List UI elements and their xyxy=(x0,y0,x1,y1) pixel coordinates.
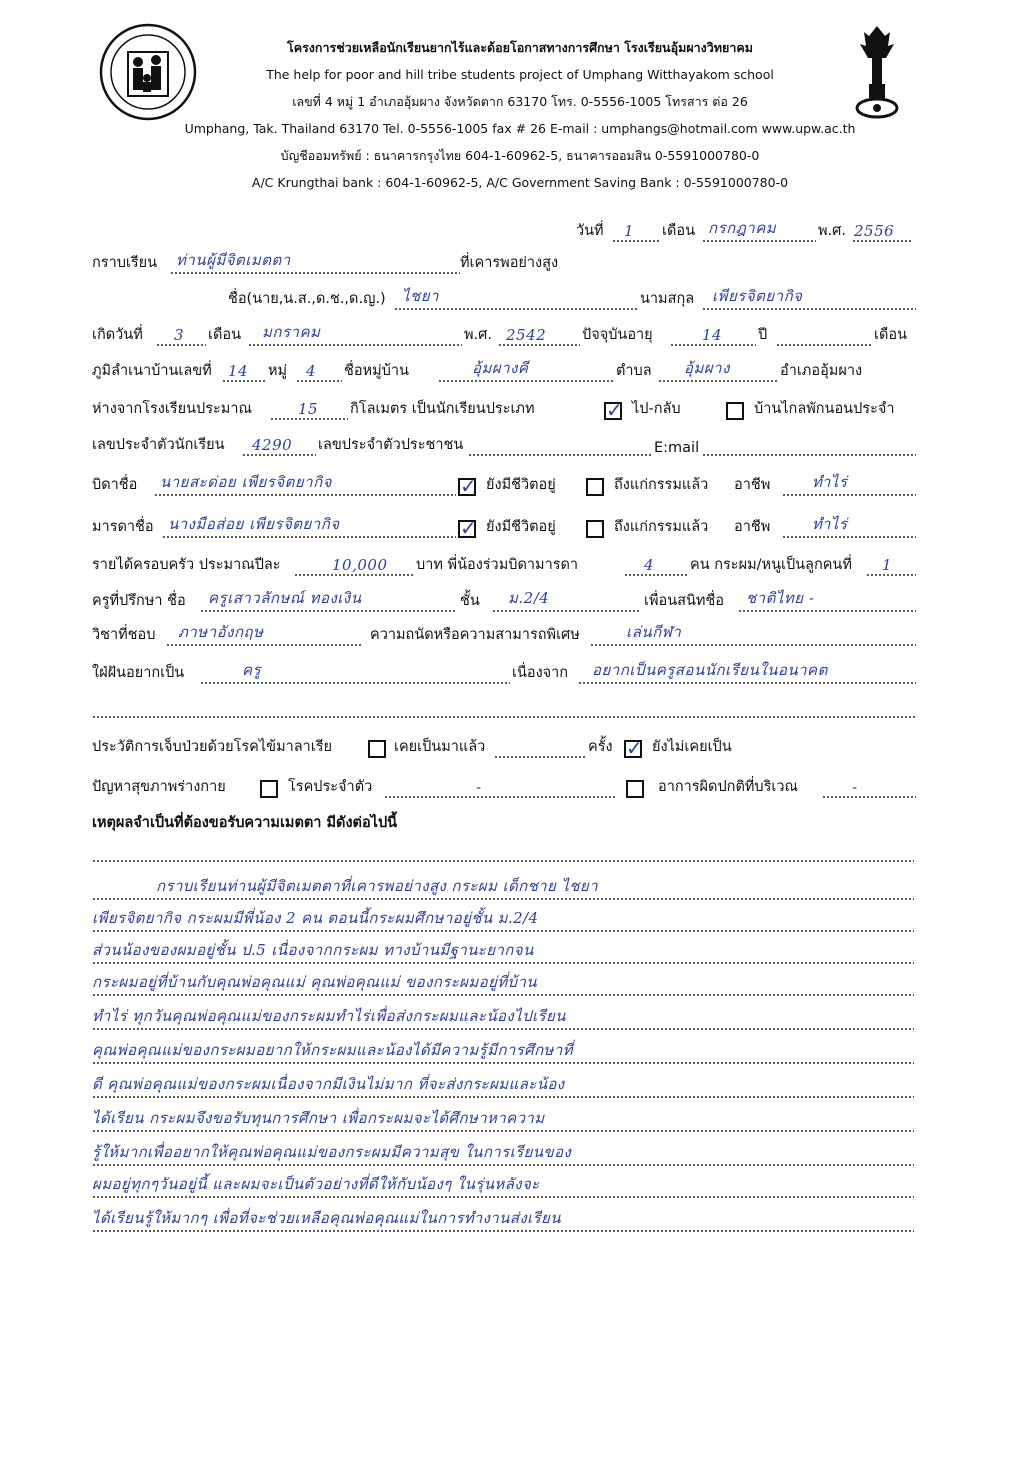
letter-line: รู้ให้มากเพื่ออยากให้คุณพ่อคุณแม่ของกระผมมีความสุข ในการเรียนของ xyxy=(92,1140,914,1172)
birth-year-label: พ.ศ. xyxy=(464,327,492,343)
chronic-checkbox[interactable] xyxy=(260,780,278,798)
name-label: ชื่อ(นาย,น.ส.,ด.ช.,ด.ญ.) xyxy=(228,291,386,307)
student-id-row xyxy=(92,432,922,462)
income-unit: บาท พี่น้องร่วมบิดามารดา xyxy=(416,557,579,573)
surname-label: นามสกุล xyxy=(640,291,695,307)
distance-unit: กิโลเมตร เป็นนักเรียนประเภท xyxy=(350,401,535,417)
class-label: ชั้น xyxy=(460,593,480,609)
child-no-value[interactable]: 1 xyxy=(882,556,893,574)
malaria-row xyxy=(92,734,922,764)
mother-row xyxy=(92,514,922,544)
birth-year-value[interactable]: 2542 xyxy=(506,326,547,344)
letter-line: เพียรจิตยากิจ กระผมมีพี่น้อง 2 คน ตอนนี้กระผมศึกษาอยู่ชั้น ม.2/4 xyxy=(92,906,914,938)
letter-line: คุณพ่อคุณแม่ของกระผมอยากให้กระผมและน้องได้มีความรู้มีการศึกษาที่ xyxy=(92,1038,914,1070)
subject-value[interactable]: ภาษาอังกฤษ xyxy=(178,623,264,641)
siblings-unit: คน กระผม/หนูเป็นลูกคนที่ xyxy=(690,557,852,573)
letter-line: ได้เรียน กระผมจึงขอรับทุนการศึกษา เพื่อกระผมจะได้ศึกษาหาความ xyxy=(92,1106,914,1138)
address-row xyxy=(92,358,922,388)
tambon-value[interactable]: อุ้มผาง xyxy=(684,359,730,377)
check-mark-icon: ✓ xyxy=(460,474,477,498)
mother-occupation-value[interactable]: ทำไร่ xyxy=(812,515,848,533)
moo-label: หมู่ xyxy=(268,363,288,379)
name-row xyxy=(92,286,922,316)
income-value[interactable]: 10,000 xyxy=(332,556,388,574)
siblings-value[interactable]: 4 xyxy=(644,556,655,574)
salutation-row xyxy=(92,250,922,280)
home-no-value[interactable]: 14 xyxy=(228,362,249,380)
salutation-suffix: ที่เคารพอย่างสูง xyxy=(460,255,559,271)
date-row xyxy=(92,218,922,248)
header-line-1: โครงการช่วยเหลือนักเรียนยากไร้และด้อยโอกาสทางการศึกษา โรงเรียนอุ้มผางวิทยาคม xyxy=(287,40,753,55)
class-value[interactable]: ม.2/4 xyxy=(508,589,550,607)
distance-label: ห่างจากโรงเรียนประมาณ xyxy=(92,401,252,417)
header-line-3: เลขที่ 4 หมู่ 1 อำเภออุ้มผาง จังหวัดตาก 63170 โทร. 0-5556-1005 โทรสาร ต่อ 26 xyxy=(292,94,748,109)
boarding-label: บ้านไกลพักนอนประจำ xyxy=(754,401,895,417)
birth-row xyxy=(92,322,922,352)
citizen-id-label: เลขประจำตัวประชาชน xyxy=(318,437,464,453)
letter-line: ส่วนน้องของผมอยู่ชั้น ป.5 เนื่องจากกระผม ทางบ้านมีฐานะยากจน xyxy=(92,938,914,970)
boarding-checkbox[interactable] xyxy=(726,402,744,420)
malaria-label: ประวัติการเจ็บป่วยด้วยโรคไข้มาลาเรีย xyxy=(92,739,333,755)
health-row xyxy=(92,774,922,804)
chronic-value[interactable]: - xyxy=(476,778,482,796)
village-label: ชื่อหมู่บ้าน xyxy=(344,363,409,379)
header-line-4: Umphang, Tak. Thailand 63170 Tel. 0-5556-1005 fax # 26 E-mail : umphangs@hotmail.com www.upw.ac.th xyxy=(184,121,856,136)
income-row xyxy=(92,552,922,582)
talent-label: ความถนัดหรือความสามารถพิเศษ xyxy=(370,627,580,643)
salutation-label: กราบเรียน xyxy=(92,255,158,271)
father-row xyxy=(92,472,922,502)
month-label: เดือน xyxy=(662,223,695,239)
advisor-row xyxy=(92,588,922,618)
check-mark-icon: ✓ xyxy=(460,516,477,540)
amphoe-label: อำเภออุ้มผาง xyxy=(780,363,863,379)
mother-occupation-label: อาชีพ xyxy=(734,519,771,535)
income-label: รายได้ครอบครัว ประมาณปีละ xyxy=(92,557,281,573)
age-month-label: เดือน xyxy=(874,327,907,343)
distance-row xyxy=(92,396,922,426)
talent-value[interactable]: เล่นกีฬา xyxy=(626,623,682,641)
email-label: E:mail xyxy=(654,440,700,456)
birth-month-label: เดือน xyxy=(208,327,241,343)
symptom-label: อาการผิดปกติที่บริเวณ xyxy=(658,779,798,795)
village-value[interactable]: อุ้มผางคี xyxy=(472,359,529,377)
symptom-checkbox[interactable] xyxy=(626,780,644,798)
name-value[interactable]: ไชยา xyxy=(402,287,439,305)
blank-line xyxy=(92,694,922,724)
dream-label: ใฝ่ฝันอยากเป็น xyxy=(92,665,185,681)
age-value[interactable]: 14 xyxy=(702,326,723,344)
father-occupation-label: อาชีพ xyxy=(734,477,771,493)
letter-line: ได้เรียนรู้ให้มากๆ เพื่อที่จะช่วยเหลือคุณพ่อคุณแม่ในการทำงานส่งเรียน xyxy=(92,1206,914,1238)
birth-day-label: เกิดวันที่ xyxy=(92,327,143,343)
letter-line: กระผมอยู่ที่บ้านกับคุณพ่อคุณแม่ คุณพ่อคุณแม่ ของกระผมอยู่ที่บ้าน xyxy=(92,970,914,1002)
mother-dead-label: ถึงแก่กรรมแล้ว xyxy=(614,519,709,535)
malaria-times-label: ครั้ง xyxy=(588,739,613,755)
subject-row xyxy=(92,622,922,652)
friend-value[interactable]: ชาติไทย - xyxy=(746,589,815,607)
father-dead-checkbox[interactable] xyxy=(586,478,604,496)
malaria-had-label: เคยเป็นมาแล้ว xyxy=(394,739,486,755)
home-no-label: ภูมิลำเนาบ้านเลขที่ xyxy=(92,363,212,379)
mother-value[interactable]: นางมือส่อย เพียรจิตยากิจ xyxy=(168,515,340,533)
malaria-had-checkbox[interactable] xyxy=(368,740,386,758)
surname-value[interactable]: เพียรจิตยากิจ xyxy=(712,287,803,305)
letter-line: ดี คุณพ่อคุณแม่ของกระผมเนื่องจากมีเงินไม่มาก ที่จะส่งกระผมและน้อง xyxy=(92,1072,914,1104)
symptom-value[interactable]: - xyxy=(852,778,858,796)
father-dead-label: ถึงแก่กรรมแล้ว xyxy=(614,477,709,493)
dream-value[interactable]: ครู xyxy=(242,661,262,679)
tambon-label: ตำบล xyxy=(616,363,652,379)
year-label: พ.ศ. xyxy=(818,223,846,239)
because-value[interactable]: อยากเป็นครูสอนนักเรียนในอนาคต xyxy=(592,661,828,679)
header-line-6: A/C Krungthai bank : 604-1-60962-5, A/C Government Saving Bank : 0-5591000780-0 xyxy=(251,175,789,190)
check-mark-icon: ✓ xyxy=(606,398,623,422)
father-alive-label: ยังมีชีวิตอยู่ xyxy=(486,477,556,493)
age-year-label: ปี xyxy=(758,327,768,343)
advisor-value[interactable]: ครูเสาวลักษณ์ ทองเงิน xyxy=(208,589,362,607)
chronic-label: โรคประจำตัว xyxy=(288,779,373,795)
check-mark-icon: ✓ xyxy=(626,736,643,760)
friend-label: เพื่อนสนิทชื่อ xyxy=(644,593,725,609)
birth-month-value[interactable]: มกราคม xyxy=(262,323,321,341)
header-line-2: The help for poor and hill tribe students project of Umphang Witthayakom school xyxy=(266,67,774,82)
student-id-value[interactable]: 4290 xyxy=(252,436,293,454)
student-id-label: เลขประจำตัวนักเรียน xyxy=(92,437,225,453)
letter-line: ผมอยู่ทุกๆวันอยู่นี้ และผมจะเป็นตัวอย่างที่ดีให้กับน้องๆ ในรุ่นหลังจะ xyxy=(92,1172,914,1204)
salutation-value[interactable]: ท่านผู้มีจิตเมตตา xyxy=(176,251,291,269)
date-value[interactable]: 1 xyxy=(624,222,635,240)
moo-value[interactable]: 4 xyxy=(306,362,317,380)
letter-blank-line xyxy=(92,836,914,868)
birth-day-value[interactable]: 3 xyxy=(174,326,185,344)
malaria-never-label: ยังไม่เคยเป็น xyxy=(652,739,732,755)
year-value[interactable]: 2556 xyxy=(854,222,895,240)
commute-label: ไป-กลับ xyxy=(632,401,681,417)
mother-alive-label: ยังมีชีวิตอยู่ xyxy=(486,519,556,535)
dream-row xyxy=(92,660,922,690)
date-label: วันที่ xyxy=(576,223,604,239)
mother-label: มารดาชื่อ xyxy=(92,519,154,535)
letter-line: กราบเรียนท่านผู้มีจิตเมตตาที่เคารพอย่างสูง กระผม เด็กชาย ไชยา xyxy=(92,874,914,906)
header-line-5: บัญชีออมทรัพย์ : ธนาคารกรุงไทย 604-1-60962-5, ธนาคารออมสิน 0-5591000780-0 xyxy=(280,148,760,163)
age-label: ปัจจุบันอายุ xyxy=(582,327,653,343)
mother-dead-checkbox[interactable] xyxy=(586,520,604,538)
month-value[interactable]: กรกฎาคม xyxy=(708,219,777,237)
father-label: บิดาชื่อ xyxy=(92,477,138,493)
advisor-label: ครูที่ปรึกษา ชื่อ xyxy=(92,593,186,609)
letter-line: ทำไร่ ทุกวันคุณพ่อคุณแม่ของกระผมทำไร่เพื่อส่งกระผมและน้องไปเรียน xyxy=(92,1004,914,1036)
subject-label: วิชาที่ชอบ xyxy=(92,627,156,643)
distance-value[interactable]: 15 xyxy=(298,400,319,418)
health-label: ปัญหาสุขภาพร่างกาย xyxy=(92,779,226,795)
father-value[interactable]: นายสะด่อย เพียรจิตยากิจ xyxy=(160,473,332,491)
reason-heading: เหตุผลจำเป็นที่ต้องขอรับความเมตตา มีดังต่อไปนี้ xyxy=(92,815,398,831)
because-label: เนื่องจาก xyxy=(512,665,569,681)
father-occupation-value[interactable]: ทำไร่ xyxy=(812,473,848,491)
